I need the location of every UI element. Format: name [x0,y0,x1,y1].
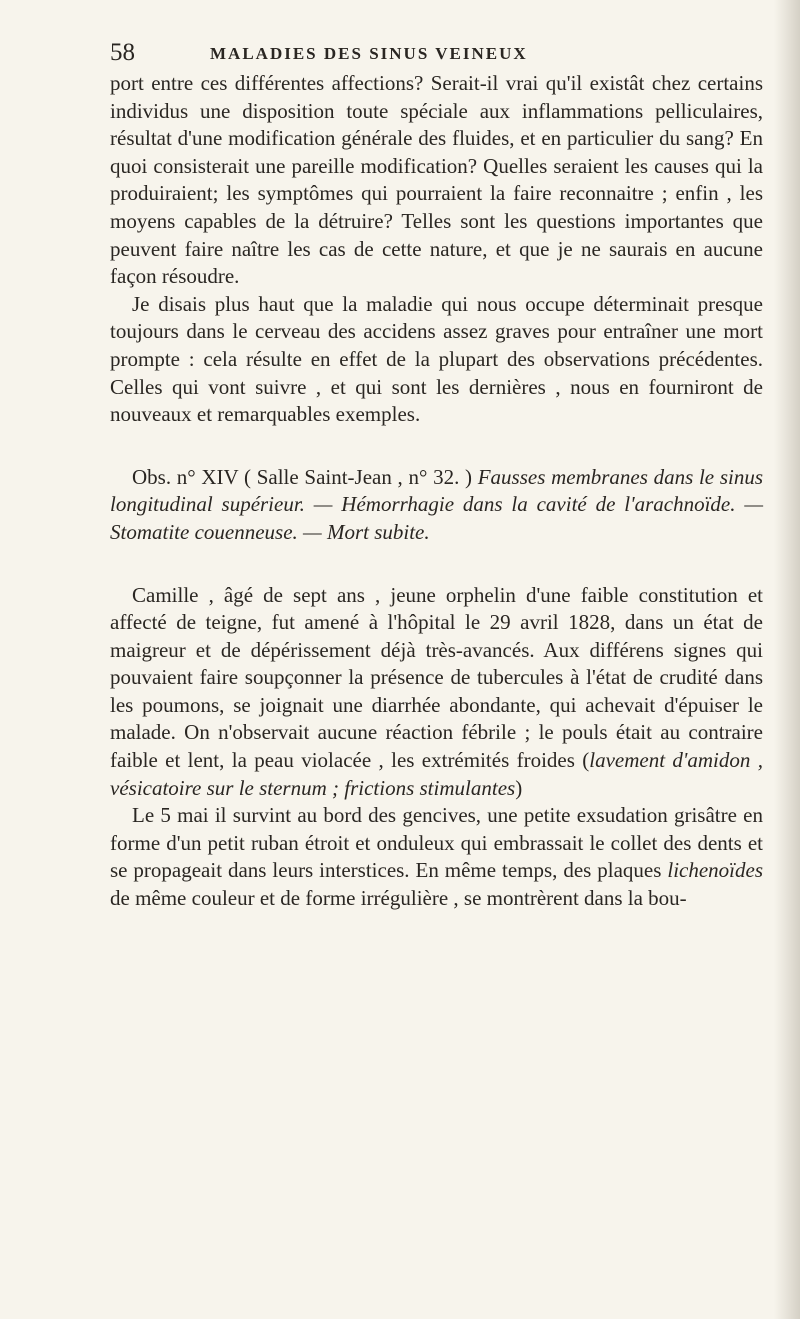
observation-label: Obs. n° XIV ( Salle Saint-Jean , n° 32. ) [132,464,473,489]
page-edge-shadow [774,0,800,1319]
paragraph-continuation: port entre ces différentes affections? Serait-il vrai qu'il existât chez certains individus une disposition toute spéciale aux inflammations pelliculaires, résultat d'une modification générale des fluides, et en particulier du sang? En quoi consisterait une pareille modification? Quelles seraient les causes qui la produiraient; les symptômes qui pourraient la faire reconnaitre ; enfin , les moyens capables de la détruire? Telles sont les questions importantes que peuvent faire naître les cas de cette nature, et que je ne saurais en aucune façon résoudre. [110,71,763,289]
treatment-close: ) [515,775,523,800]
paragraph-intro: Je disais plus haut que la maladie qui nous occupe déterminait presque toujours dans le cerveau des accidens assez graves pour entraîner une mort prompte : cela résulte en effet de la plupart des observations précédentes. Celles qui vont suivre , et qui sont les dernières , nous en fourniront de nouveaux et remarquables exemples. [110,291,763,427]
may-text-end: de même couleur et de forme irrégulière , se montrèrent dans la bou- [110,886,687,911]
observation-heading [110,464,763,547]
page-header [110,38,670,68]
paragraph-may [110,802,763,912]
case-text: Camille , âgé de sept ans , jeune orphelin d'une faible constitution et affecté de teigne, fut amené à l'hôpital le 29 avril 1828, dans un état de maigreur et de dépérissement déjà très-avancés. Aux différens signes qui pouvaient faire soupçonner la présence de tubercules à l'état de crudité dans les poumons, se joignait une diarrhée abondante, qui achevait d'épuiser le malade. On n'observait aucune réaction fébrile ; le pouls était au contraire faible et lent, la peau violacée , les extrémités froides ( [110,582,763,773]
observation-title: Fausses membranes dans le sinus longitudinal supérieur. — Hémorrhagie dans la cavité de l'arachnoïde. — Stomatite couenneuse. — Mort subite. [110,464,764,544]
running-title: MALADIES DES SINUS VEINEUX [210,44,528,63]
may-text: Le 5 mai il survint au bord des gencives, une petite exsudation grisâtre en forme d'un petit ruban étroit et onduleux qui embrassait le collet des dents et se propageait dans leurs interstices. En même temps, des plaques [110,803,763,883]
page-number: 58 [110,39,135,66]
lichenoides-term: lichenoïdes [667,858,763,883]
case-paragraph [110,582,763,803]
treatment-text: lavement d'amidon , vésicatoire sur le sternum ; frictions stimulantes [110,748,763,800]
page-body [110,70,763,913]
